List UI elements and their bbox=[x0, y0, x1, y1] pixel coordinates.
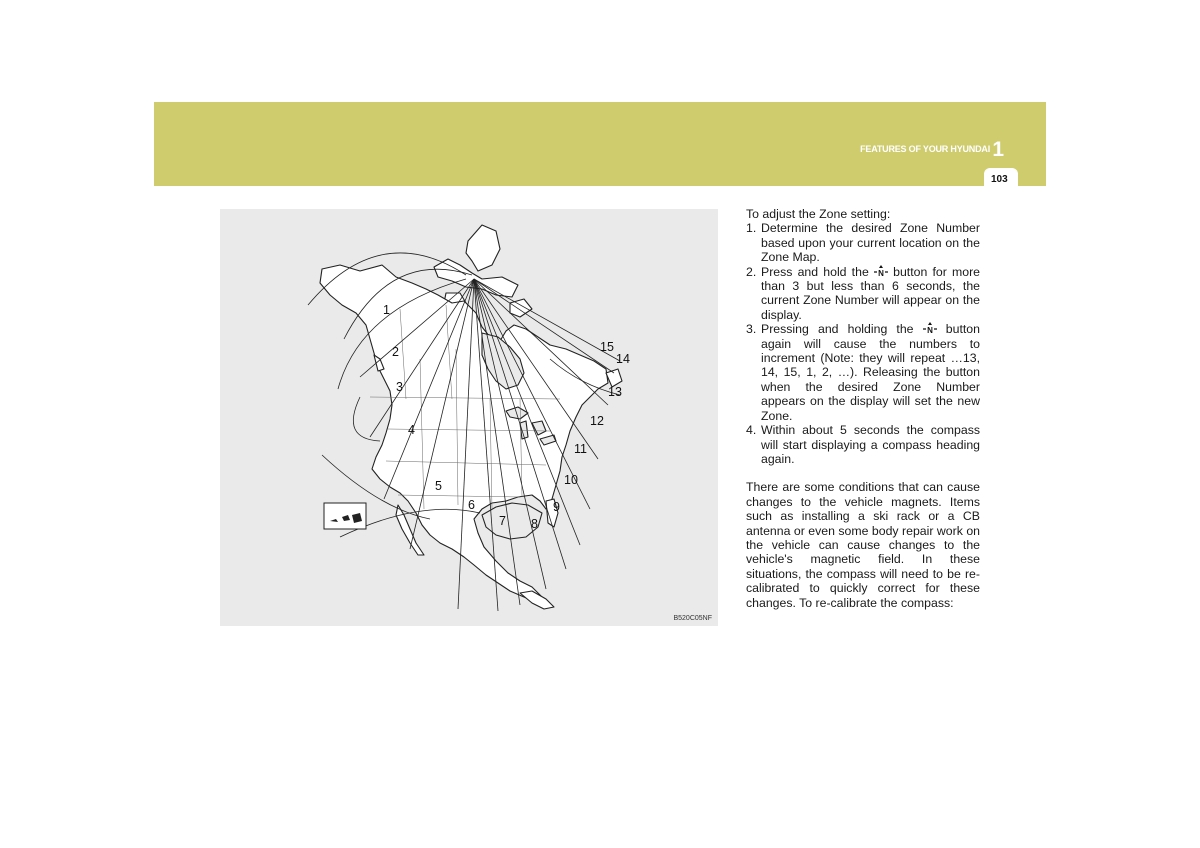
list-item bbox=[746, 221, 980, 264]
svg-text:N: N bbox=[926, 326, 933, 335]
step-text: Pressing and holding the bbox=[761, 322, 914, 337]
zone-label-13: 13 bbox=[608, 385, 622, 399]
zone-label-2: 2 bbox=[392, 345, 399, 359]
step-text: Determine the desired Zone Number based upon your current location on the Zone Map. bbox=[761, 221, 980, 265]
zone-label-3: 3 bbox=[396, 380, 403, 394]
page-number: 103 bbox=[991, 174, 1008, 185]
chapter-number: 1 bbox=[992, 138, 1004, 161]
recalibration-paragraph: There are some conditions that can cause changes to the vehicle magnets. Items such as installing a ski rack or a CB antenna or even some body repair work on the vehicle can cause changes to the vehicle's magnetic field. In these situations, the compass will need to be re-calibrated to quickly correct for these changes. To re-calibrate the compass: bbox=[746, 480, 980, 610]
steps-list bbox=[746, 221, 980, 466]
step-number: 4. bbox=[746, 423, 757, 438]
step-number: 3. bbox=[746, 322, 757, 337]
zone-label-15: 15 bbox=[600, 340, 614, 354]
zone-label-9: 9 bbox=[553, 500, 560, 514]
zone-label-11: 11 bbox=[574, 442, 587, 456]
compass-n-button-icon bbox=[923, 322, 937, 334]
step-number: 2. bbox=[746, 264, 757, 279]
compass-n-button-icon bbox=[874, 265, 888, 277]
north-america-landmass bbox=[320, 265, 608, 603]
zone-map-figure bbox=[220, 209, 718, 626]
zone-label-10: 10 bbox=[564, 473, 578, 487]
zone-label-1: 1 bbox=[383, 303, 390, 317]
zone-label-4: 4 bbox=[408, 423, 415, 437]
svg-text:N: N bbox=[878, 268, 884, 277]
step-text: button for more than 3 but less than 6 seconds, the current Zone Number will appear on the display. bbox=[761, 264, 981, 322]
step-number: 1. bbox=[746, 221, 757, 236]
zone-label-12: 12 bbox=[590, 414, 604, 428]
zone-label-5: 5 bbox=[435, 479, 442, 493]
step-text: Within about 5 seconds the compass will start displaying a compass heading again. bbox=[761, 423, 980, 466]
list-item bbox=[746, 322, 980, 423]
instructions-column bbox=[746, 207, 980, 610]
zone-label-8: 8 bbox=[531, 517, 538, 531]
zone-label-14: 14 bbox=[616, 352, 630, 366]
zone-label-6: 6 bbox=[468, 498, 475, 512]
hawaii-inset bbox=[324, 503, 366, 529]
list-item bbox=[746, 265, 980, 323]
list-item bbox=[746, 423, 980, 466]
step-text: button again will cause the numbers to increment (Note: they will repeat …13, 14, 15, 1, 2, …). Releasing the button when the desired Zone Number appears on the display will set the new Zone. bbox=[761, 322, 980, 423]
step-text: Press and hold the bbox=[761, 264, 869, 279]
section-title: FEATURES OF YOUR HYUNDAI bbox=[860, 144, 990, 154]
north-america-zone-map bbox=[220, 209, 718, 626]
zone-label-7: 7 bbox=[499, 514, 506, 528]
header-band bbox=[154, 102, 1046, 186]
intro-text: To adjust the Zone setting: bbox=[746, 207, 891, 221]
figure-code: B520C05NF bbox=[673, 615, 712, 622]
greenland-landmass bbox=[466, 225, 500, 271]
